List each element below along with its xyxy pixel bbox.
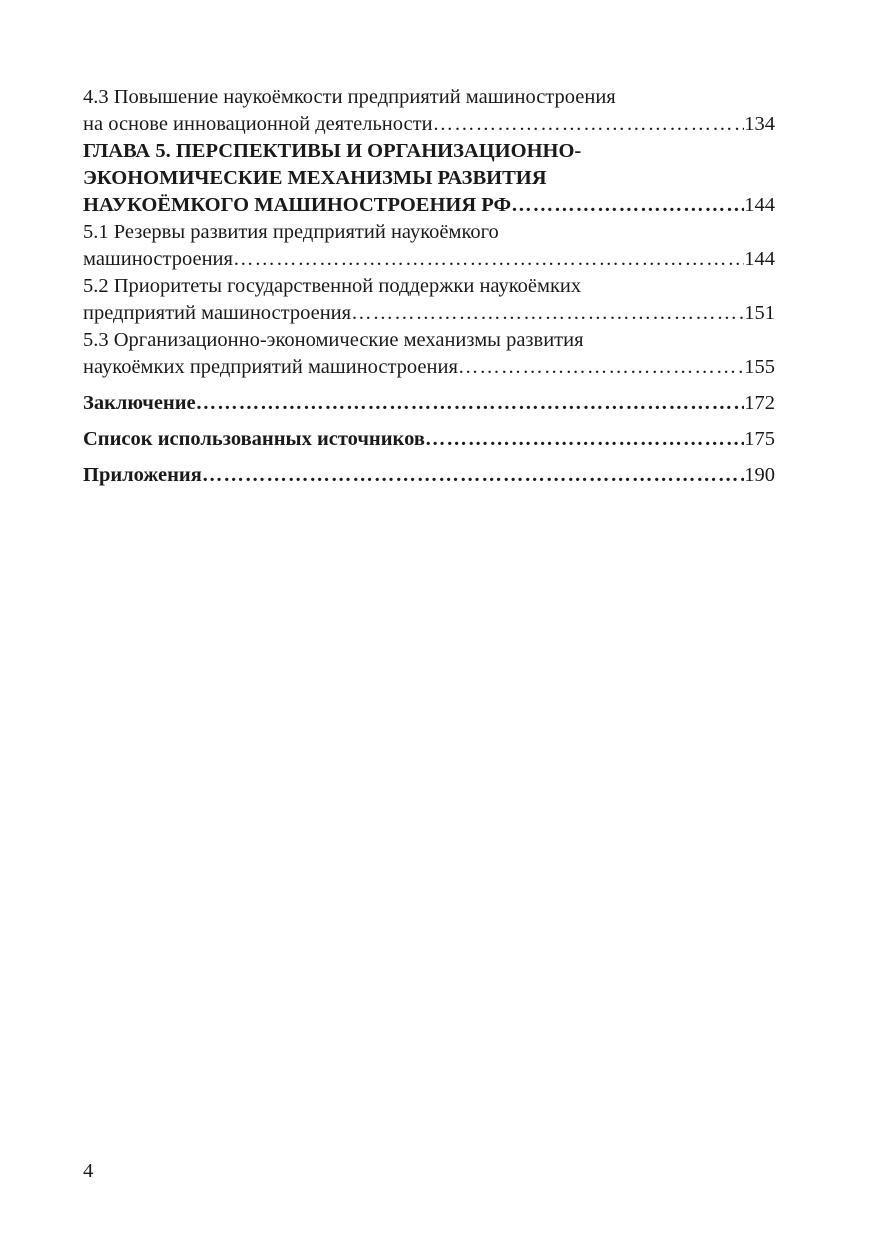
toc-entry-5-1 (83, 219, 775, 273)
toc-entry-last-line (83, 111, 775, 138)
toc-entry-last-line (83, 426, 775, 453)
toc-page-number: 144 (744, 194, 775, 216)
dot-leader (433, 111, 745, 138)
dot-leader (458, 354, 744, 381)
toc-entry-title-line: НАУКОЁМКОГО МАШИНОСТРОЕНИЯ РФ (83, 194, 512, 216)
toc-entry-title-line: 4.3 Повышение наукоёмкости предприятий машиностроения (83, 86, 616, 108)
toc-page-number: 190 (744, 464, 775, 486)
dot-leader (233, 246, 744, 273)
toc-entry-conclusion (83, 390, 775, 417)
toc-entry-chapter-5 (83, 138, 775, 219)
toc-entry-title-line: 5.1 Резервы развития предприятий наукоёмкого (83, 221, 499, 243)
toc-entry-references (83, 426, 775, 453)
page-number: 4 (83, 1160, 94, 1182)
toc-entry-title-line: Приложения (83, 464, 202, 486)
toc-entry-last-line (83, 354, 775, 381)
toc-entry-title-line: ЭКОНОМИЧЕСКИЕ МЕХАНИЗМЫ РАЗВИТИЯ (83, 167, 547, 189)
toc-entry-title-line: Заключение (83, 392, 196, 414)
dot-leader (425, 426, 744, 453)
toc-entry-title-line: Список использованных источников (83, 428, 425, 450)
dot-leader (196, 390, 745, 417)
toc-page-number: 172 (744, 392, 775, 414)
toc-entry-last-line (83, 246, 775, 273)
dot-leader (202, 462, 744, 489)
toc-page-number: 175 (744, 428, 775, 450)
toc-entry-4-3 (83, 84, 775, 138)
toc-entry-appendices (83, 462, 775, 489)
toc-entry-5-2 (83, 273, 775, 327)
toc-entry-title-line: машиностроения (83, 248, 233, 270)
toc-entry-title-line: наукоёмких предприятий машиностроения (83, 356, 458, 378)
toc-page-number: 151 (744, 302, 775, 324)
toc-page-number: 155 (744, 356, 775, 378)
toc-entry-title-line: предприятий машиностроения (83, 302, 352, 324)
toc-entry-title-line: на основе инновационной деятельности (83, 113, 433, 135)
table-of-contents (83, 84, 775, 489)
toc-entry-last-line (83, 462, 775, 489)
toc-entry-title-line: 5.3 Организационно-экономические механизмы развития (83, 329, 584, 351)
dot-leader (511, 192, 744, 219)
toc-entry-last-line (83, 192, 775, 219)
toc-entry-last-line (83, 300, 775, 327)
toc-entry-title-line: 5.2 Приоритеты государственной поддержки наукоёмких (83, 275, 582, 297)
toc-entry-last-line (83, 390, 775, 417)
dot-leader (351, 300, 744, 327)
toc-page-number: 144 (744, 248, 775, 270)
toc-page-number: 134 (744, 113, 775, 135)
toc-entry-title-line: ГЛАВА 5. ПЕРСПЕКТИВЫ И ОРГАНИЗАЦИОННО- (83, 140, 582, 162)
toc-entry-5-3 (83, 327, 775, 381)
